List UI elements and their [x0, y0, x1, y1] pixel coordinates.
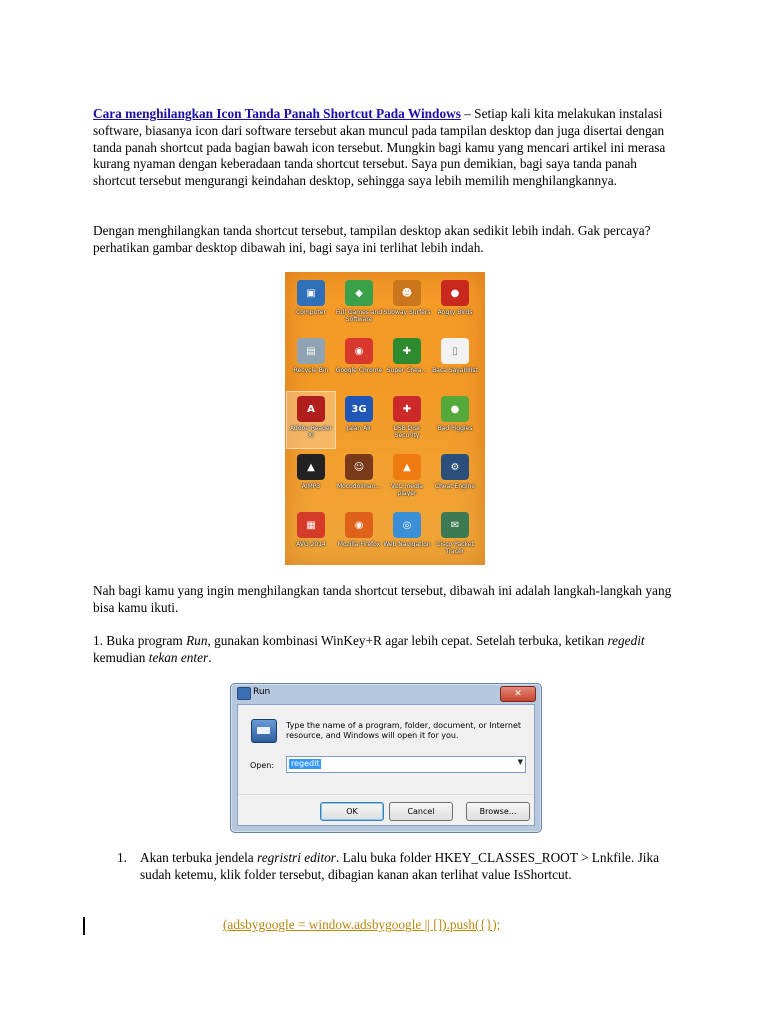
app-icon: ◉ [345, 338, 373, 364]
desktop-icon-label: AVG 2014 [296, 541, 326, 548]
desktop-icon[interactable] [431, 392, 479, 448]
desktop-icon[interactable] [335, 450, 383, 506]
app-icon: A [297, 396, 325, 422]
intro-text: – Setiap kali kita melakukan instalasi software, biasanya icon dari software tersebut akan muncul pada tampilan desktop dan juga disertai dengan tanda panah shortcut pada bagian bawah icon tersebut. Mungkin bagi kamu yang mencari artikel ini merasa kurang nyaman dengan keberadaan tanda shortcut tersebut. Saya pun demikian, bagi saya tanda panah shortcut tersebut mengurangi keindahan desktop, sehingga saya lebih memilih menghilangkannya. [93, 106, 666, 189]
desktop-icon-label: Baca SayaIIIIIst [432, 367, 478, 374]
app-icon: ◉ [345, 512, 373, 538]
browse-button[interactable]: Browse... [466, 802, 530, 821]
cancel-button[interactable]: Cancel [389, 802, 453, 821]
desktop-icon[interactable] [383, 334, 431, 390]
desktop-icon[interactable] [431, 334, 479, 390]
run-program-icon [251, 719, 277, 743]
list-item-prefix: Akan terbuka jendela [140, 850, 258, 865]
desktop-icon-label: Jalan Air [346, 425, 372, 432]
desktop-icon[interactable] [431, 450, 479, 506]
app-icon: ◆ [345, 280, 373, 306]
intro-paragraph [93, 106, 683, 190]
step-1-paragraph [93, 633, 683, 667]
list-item [140, 850, 680, 884]
list-item-editor: regristri editor [257, 850, 336, 865]
app-icon: ✚ [393, 396, 421, 422]
app-icon: ▲ [393, 454, 421, 480]
step-1-run: Run [186, 633, 208, 648]
app-icon: ☺ [345, 454, 373, 480]
desktop-screenshot [285, 272, 485, 565]
desktop-icon[interactable] [383, 392, 431, 448]
desktop-icon[interactable] [431, 276, 479, 332]
step-1-prefix: 1. Buka program [93, 633, 187, 648]
app-icon: ✚ [393, 338, 421, 364]
step-1-mid2: kemudian [93, 649, 149, 665]
run-button-bar [238, 794, 534, 825]
desktop-icon-label: Adobe Reader XI [289, 425, 333, 439]
desktop-icon-label: Angry Birds [437, 309, 473, 316]
app-icon: ▣ [297, 280, 325, 306]
desktop-icon-label: Cisco Packet Tracer [436, 541, 474, 555]
step-1-suffix: . [208, 649, 212, 665]
steps-intro-paragraph: Nah bagi kamu yang ingin menghilangkan tanda shortcut tersebut, dibawah ini adalah langkah-langkah yang bisa kamu ikuti. [93, 583, 672, 615]
step-1-regedit: regedit [607, 633, 645, 648]
run-body [237, 704, 535, 826]
list-item-suffix: . Lalu buka folder HKEY_CLASSES_ROOT > Lnkfile. Jika sudah ketemu, klik folder tersebut, dibagian kanan akan terlihat value IsShortcut. [140, 850, 660, 882]
desktop-icon-label: USB Disk Security [393, 425, 421, 439]
desktop-icon[interactable] [335, 276, 383, 332]
desktop-icon-label: VLC media player [390, 483, 424, 497]
desktop-icon-label: Full Games and Software [335, 309, 383, 323]
text-cursor [83, 917, 85, 935]
desktop-icon[interactable] [431, 508, 479, 564]
desktop-icon-label: Super Chea... [386, 367, 428, 374]
desktop-icon[interactable] [335, 392, 383, 448]
desktop-icon-label: Cheat Engine [434, 483, 476, 490]
app-icon: ▯ [441, 338, 469, 364]
app-icon: ● [441, 396, 469, 422]
run-title: Run [253, 687, 271, 697]
run-dialog [230, 683, 542, 833]
desktop-icon-label: Computer [296, 309, 326, 316]
desktop-icon[interactable] [287, 508, 335, 564]
app-icon: 3G [345, 396, 373, 422]
run-open-input[interactable] [286, 756, 526, 773]
app-icon: ▦ [297, 512, 325, 538]
desktop-icon[interactable] [383, 276, 431, 332]
desktop-icon-label: Subway Surfers [383, 309, 431, 316]
desktop-icon[interactable] [383, 508, 431, 564]
app-icon: ◎ [393, 512, 421, 538]
app-icon: ▤ [297, 338, 325, 364]
run-app-icon [237, 687, 251, 700]
article-title-link[interactable]: Cara menghilangkan Icon Tanda Panah Shortcut Pada Windows [93, 106, 461, 121]
desktop-icon-label: Google Chrome [335, 367, 383, 374]
ad-code-text[interactable]: (adsbygoogle = window.adsbygoogle || []).push({}); [223, 917, 501, 932]
app-icon: ▲ [297, 454, 325, 480]
desktop-paragraph: Dengan menghilangkan tanda shortcut tersebut, tampilan desktop akan sedikit lebih indah. Gak percaya? perhatikan gambar desktop dibawah ini, bagi saya ini terlihat lebih indah. [93, 223, 651, 255]
run-open-label: Open: [250, 761, 275, 770]
run-input-value: regedit [291, 759, 320, 768]
run-titlebar [231, 684, 541, 702]
desktop-icon[interactable] [287, 450, 335, 506]
list-number: 1. [117, 850, 127, 865]
desktop-icon-label: Mocodolman... [336, 483, 381, 490]
desktop-icon-label: Mozilla Firefox [337, 541, 381, 548]
desktop-icon[interactable] [287, 276, 335, 332]
app-icon: ● [441, 280, 469, 306]
app-icon: ☻ [393, 280, 421, 306]
desktop-icon[interactable] [383, 450, 431, 506]
desktop-icon-label: AIMP3 [301, 483, 321, 490]
step-1-mid: , gunakan kombinasi WinKey+R agar lebih cepat. Setelah terbuka, ketikan [207, 633, 608, 648]
desktop-icon[interactable] [335, 508, 383, 564]
chevron-down-icon[interactable]: ▼ [517, 758, 523, 766]
desktop-icon-label: Web Navigation [383, 541, 431, 548]
desktop-icon-label: Bad Piggies [437, 425, 473, 432]
desktop-icon[interactable] [335, 334, 383, 390]
close-icon[interactable]: ✕ [500, 686, 536, 702]
app-icon: ✉ [441, 512, 469, 538]
ok-button[interactable]: OK [320, 802, 384, 821]
app-icon: ⚙ [441, 454, 469, 480]
desktop-icon[interactable] [287, 392, 335, 448]
desktop-icon-label: Recycle Bin [293, 367, 329, 374]
run-description: Type the name of a program, folder, document, or Internet resource, and Windows will open it for you. [286, 721, 522, 740]
step-1-enter: tekan enter [148, 649, 209, 665]
desktop-icon[interactable] [287, 334, 335, 390]
